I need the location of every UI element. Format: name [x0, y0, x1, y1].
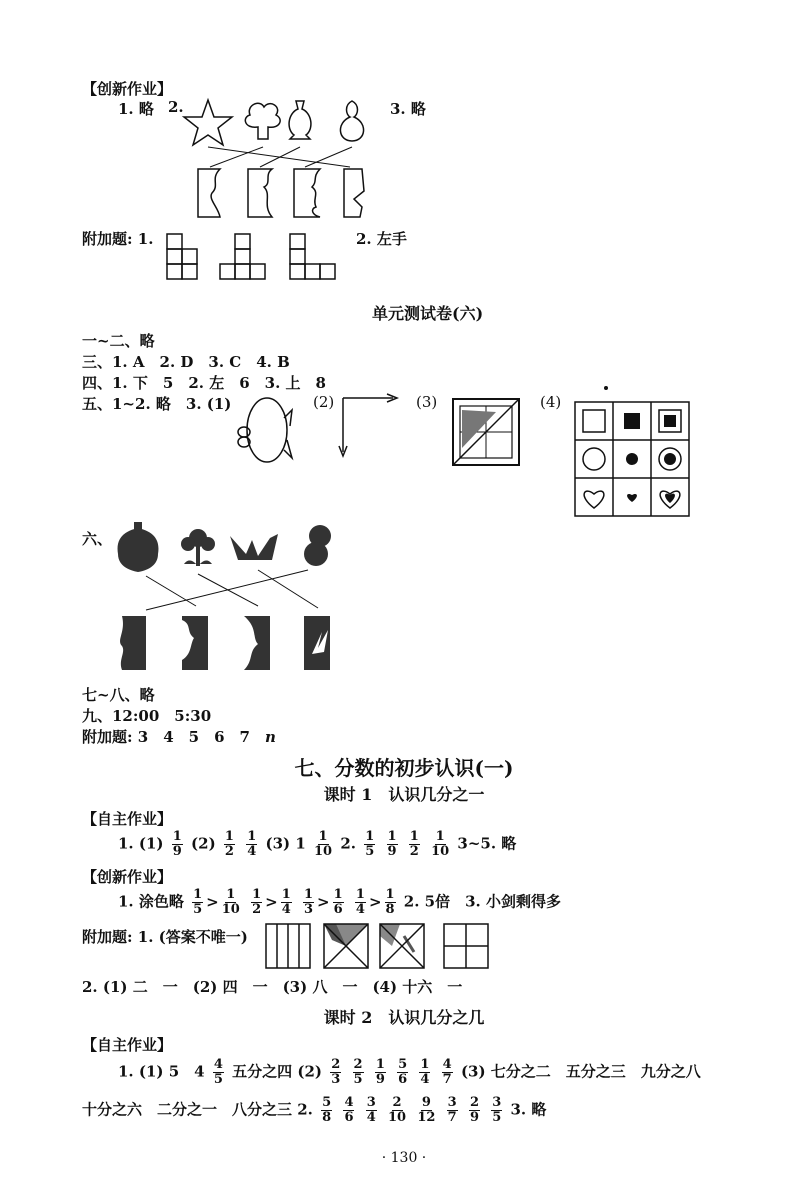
lesson-2-title: 课时 2 认识几分之几	[323, 1008, 485, 1027]
fraction	[343, 1096, 354, 1125]
numerator: 1	[409, 829, 419, 844]
denominator: 6	[333, 902, 343, 917]
fraction	[409, 830, 420, 859]
answer-2-label: 2.	[168, 98, 184, 116]
denominator: 4	[247, 844, 257, 859]
answer-q4: 四、1. 下 5 2. 左 6 3. 上 8	[82, 374, 326, 392]
fraction	[314, 830, 332, 859]
answer-3: 3. 略	[390, 100, 426, 118]
unit-test-title: 单元测试卷(六)	[372, 304, 484, 323]
fraction	[431, 830, 449, 859]
fraction	[251, 888, 262, 917]
comparison-sign: >	[317, 892, 330, 911]
extra-answer-2: 2. 左手	[356, 230, 407, 248]
numerator: 2	[331, 1057, 341, 1072]
lesson2-self-answers	[118, 1058, 701, 1087]
fraction-readings: (3) 七分之二 五分之三 九分之八	[460, 1062, 701, 1081]
comparison-sign: >	[265, 892, 278, 911]
fraction	[364, 830, 375, 859]
ans-1-1-label: 1. (1) 5 4	[118, 1062, 205, 1081]
fraction	[491, 1096, 502, 1125]
denominator: 12	[417, 1110, 436, 1125]
answer-q6-label: 六、	[82, 530, 113, 548]
cat-outline-figure	[232, 390, 302, 470]
denominator: 10	[314, 844, 333, 859]
ans-1-2-label: (2)	[191, 834, 216, 853]
fraction	[388, 1096, 406, 1125]
numerator: 1	[355, 887, 365, 902]
answer-q5-2-label: (2)	[313, 393, 335, 411]
answer-q7-8: 七~八、略	[82, 686, 155, 704]
fraction	[192, 888, 203, 917]
extra-answer-unit6	[82, 726, 276, 747]
fraction	[366, 1096, 377, 1125]
denominator: 2	[409, 844, 419, 859]
denominator: 6	[398, 1072, 408, 1087]
numerator: 1	[172, 829, 182, 844]
denominator: 7	[447, 1110, 457, 1125]
numerator: 1	[333, 887, 343, 902]
section-header-self-study: 【自主作业】	[82, 810, 173, 828]
fraction	[303, 888, 314, 917]
denominator: 9	[172, 844, 182, 859]
numerator: 5	[398, 1057, 408, 1072]
fraction	[321, 1096, 332, 1125]
fraction	[330, 1058, 341, 1087]
section-header-innovation-2: 【创新作业】	[82, 868, 173, 886]
denominator: 4	[355, 902, 365, 917]
answer-q5: 五、1~2. 略 3. (1)	[82, 395, 232, 413]
numerator: 1	[224, 829, 234, 844]
lesson2-answers-cont	[82, 1096, 546, 1125]
extra-answer-variable: n	[264, 728, 276, 746]
fraction	[387, 830, 398, 859]
answer-1: 1. 略	[118, 100, 154, 118]
numerator: 2	[469, 1095, 479, 1110]
denominator: 10	[431, 844, 450, 859]
fraction	[246, 830, 257, 859]
numerator: 3	[447, 1095, 457, 1110]
numerator: 1	[365, 829, 375, 844]
symbol-grid-figure	[574, 400, 690, 518]
numerator: 1	[281, 887, 291, 902]
numerator: 4	[442, 1057, 452, 1072]
answer-q9: 九、12:00 5:30	[82, 707, 212, 725]
block-views-figure	[165, 232, 350, 282]
silhouette-matching-figure	[108, 520, 338, 680]
denominator: 7	[442, 1072, 452, 1087]
ans-3-5: 3~5. 略	[457, 834, 517, 853]
denominator: 2	[224, 844, 234, 859]
comparison	[352, 887, 399, 917]
denominator: 6	[344, 1110, 354, 1125]
denominator: 5	[492, 1110, 502, 1125]
numerator: 2	[353, 1057, 363, 1072]
fraction	[353, 1058, 364, 1087]
section-header-innovation: 【创新作业】	[82, 80, 173, 98]
comparison-sign: >	[368, 892, 382, 911]
section-header-self-study-2: 【自主作业】	[82, 1036, 173, 1054]
comparison-sign: >	[206, 892, 219, 911]
extra-answer-values: 附加题: 3 4 5 6 7	[82, 728, 265, 746]
numerator: 1	[247, 829, 257, 844]
numerator: 1	[318, 829, 328, 844]
denominator: 9	[375, 1072, 385, 1087]
denominator: 3	[303, 902, 314, 917]
fraction	[224, 830, 235, 859]
denominator: 9	[469, 1110, 479, 1125]
numerator: 5	[322, 1095, 332, 1110]
answer-q5-3-label: (3)	[416, 393, 438, 411]
numerator: 2	[392, 1095, 402, 1110]
ans-1-2-label: (2)	[297, 1062, 323, 1081]
numerator: 3	[366, 1095, 376, 1110]
lesson1-self-answers	[118, 830, 516, 859]
fraction-readings-cont: 十分之六 二分之一 八分之三	[82, 1100, 293, 1119]
page-number: · 130 ·	[381, 1150, 427, 1166]
numerator: 1	[387, 829, 397, 844]
numerator: 9	[421, 1095, 431, 1110]
fraction	[333, 888, 344, 917]
numerator: 4	[344, 1095, 354, 1110]
ans-2-3: 2. 5倍 3. 小剑剩得多	[403, 892, 561, 911]
fraction	[447, 1096, 458, 1125]
denominator: 5	[193, 902, 203, 917]
denominator: 3	[331, 1072, 341, 1087]
numerator: 1	[420, 1057, 430, 1072]
fraction	[213, 1058, 224, 1087]
denominator: 4	[281, 902, 291, 917]
denominator: 9	[387, 844, 397, 859]
answer-q1-2: 一~二、略	[82, 332, 155, 350]
fraction	[442, 1058, 453, 1087]
fraction	[417, 1096, 435, 1125]
denominator: 8	[385, 902, 395, 917]
fraction	[375, 1058, 386, 1087]
fraction	[281, 888, 292, 917]
ans-1-1-label: 1. (1)	[118, 834, 164, 853]
denominator: 4	[366, 1110, 376, 1125]
fraction	[355, 888, 366, 917]
fraction-squares-figure	[264, 922, 494, 970]
fraction-reading: 五分之四	[232, 1062, 293, 1081]
numerator: 1	[226, 887, 236, 902]
fraction	[469, 1096, 480, 1125]
lesson1-innovation-answers	[118, 888, 561, 917]
denominator: 10	[388, 1110, 407, 1125]
comparison	[189, 887, 243, 917]
ans-2-label: 2.	[340, 834, 356, 853]
comparison	[248, 887, 295, 917]
fraction	[172, 830, 183, 859]
denominator: 10	[221, 902, 240, 917]
ans-1-3-label: (3) 1	[265, 834, 306, 853]
numerator: 3	[492, 1095, 502, 1110]
denominator: 4	[420, 1072, 430, 1087]
extra-question-label-2: 附加题: 1. (答案不唯一)	[82, 928, 248, 946]
fraction	[385, 888, 396, 917]
denominator: 8	[322, 1110, 332, 1125]
extra-answer-2-ch7: 2. (1) 二 一 (2) 四 一 (3) 八 一 (4) 十六 一	[82, 978, 463, 996]
numerator: 1	[303, 887, 314, 902]
numerator: 1	[435, 829, 445, 844]
ans-2-label: 2.	[297, 1100, 313, 1119]
numerator: 1	[385, 887, 395, 902]
fraction	[419, 1058, 430, 1087]
comparison	[300, 887, 347, 917]
numerator: 1	[252, 887, 262, 902]
shaded-square-figure	[452, 398, 522, 468]
fraction	[222, 888, 240, 917]
answer-q5-4-label: (4)	[540, 393, 562, 411]
denominator: 5	[353, 1072, 363, 1087]
matching-figure-1	[180, 95, 380, 225]
extra-question-label: 附加题: 1.	[82, 230, 154, 248]
ans-coloring: 1. 涂色略	[118, 892, 184, 911]
fraction	[397, 1058, 408, 1087]
denominator: 2	[252, 902, 262, 917]
numerator: 4	[213, 1057, 223, 1072]
denominator: 5	[365, 844, 375, 859]
chapter-title: 七、分数的初步认识(一)	[294, 756, 514, 780]
lesson-1-title: 课时 1 认识几分之一	[323, 785, 485, 804]
answer-q3: 三、1. A 2. D 3. C 4. B	[82, 353, 290, 371]
denominator: 5	[213, 1072, 223, 1087]
numerator: 1	[375, 1057, 385, 1072]
rotation-arrow-figure	[335, 390, 405, 460]
numerator: 1	[193, 887, 203, 902]
ans-3: 3. 略	[510, 1100, 547, 1119]
